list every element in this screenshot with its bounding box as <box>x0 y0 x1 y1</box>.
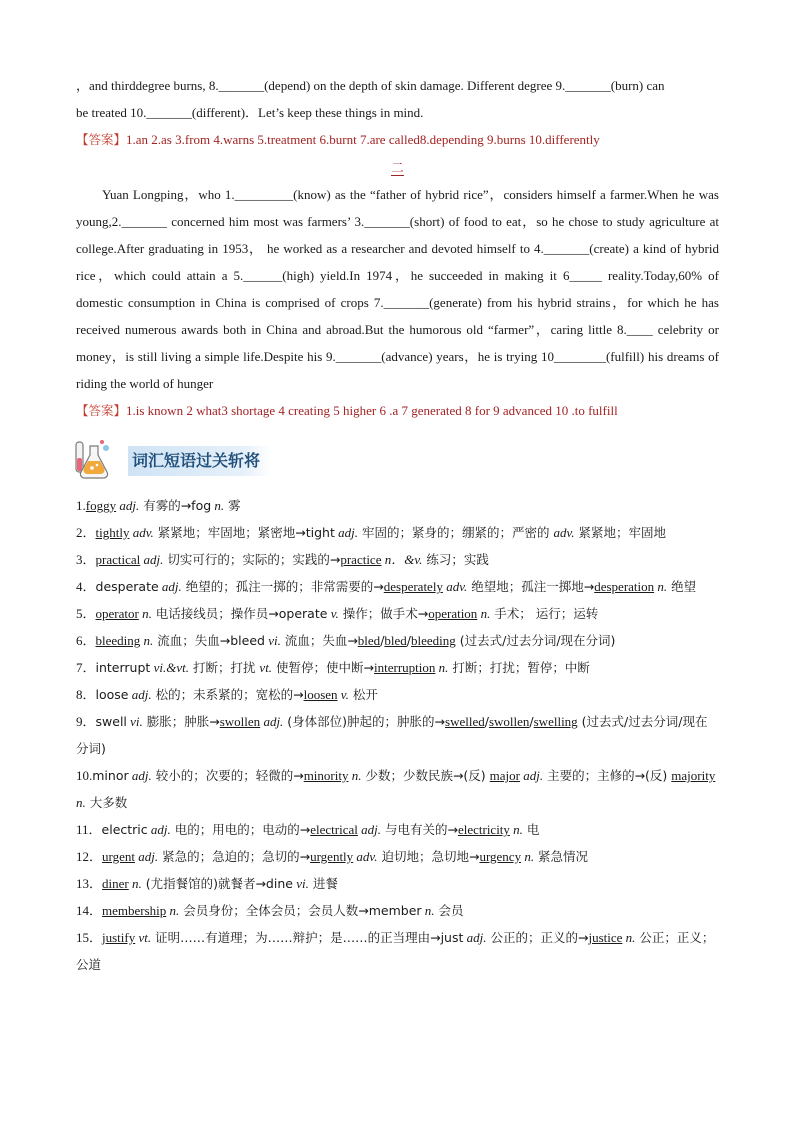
vocab-text: 电的；用电的；电动的→ <box>170 822 311 837</box>
vocab-text: 切实可行的；实际的；实践的→ <box>163 552 341 567</box>
vocab-word: justify <box>102 930 136 945</box>
vocab-number: 9． <box>76 714 96 729</box>
vocab-text: / <box>529 714 534 729</box>
passage-1-line-1: ，and thirddegree burns, 8._______(depend) on the depth of skin damage. Different degree 9._______(burn) can <box>76 78 665 93</box>
part-of-speech: n. <box>654 579 668 594</box>
part-of-speech: vi. <box>264 633 281 648</box>
part-of-speech: adj. <box>357 822 381 837</box>
vocab-text: 有雾的→fog <box>139 498 212 513</box>
vocab-word: major <box>489 768 520 783</box>
vocab-text: 绝望 <box>667 579 697 594</box>
vocab-text: / <box>484 714 489 729</box>
part-of-speech: adv. <box>353 849 378 864</box>
part-of-speech: v. <box>337 687 349 702</box>
part-of-speech: n. <box>128 876 142 891</box>
vocab-word: urgency <box>479 849 522 864</box>
vocab-text: 电话接线员；操作员→operate <box>151 606 328 621</box>
vocab-word: urgently <box>310 849 354 864</box>
vocab-number: 11． <box>76 822 102 837</box>
vocab-number: 15． <box>76 930 103 945</box>
vocab-word: swelling <box>533 714 578 729</box>
vocab-text: loose <box>95 687 129 702</box>
passage-1-line-2: be treated 10._______(different)．Let’s keep these things in mind. <box>76 105 424 120</box>
vocab-word: urgent <box>102 849 135 864</box>
part-of-speech: n. <box>76 795 86 810</box>
vocab-text: 使暂停；使中断→ <box>272 660 375 675</box>
vocab-text: 松的；未系紧的；宽松的→ <box>151 687 304 702</box>
vocab-word: justice <box>588 930 623 945</box>
answer-tag: 【答案】 <box>76 403 127 418</box>
part-of-speech: n. <box>509 822 523 837</box>
vocab-word: desperately <box>383 579 443 594</box>
vocab-word: bleeding <box>411 633 456 648</box>
part-of-speech: adj. <box>135 849 159 864</box>
part-of-speech: n. <box>138 606 152 621</box>
vocab-text: 迫切地；急切地→ <box>377 849 480 864</box>
part-of-speech: v. <box>327 606 339 621</box>
part-of-speech: adv. <box>442 579 468 594</box>
vocab-item <box>76 681 719 708</box>
vocab-item <box>76 627 719 654</box>
part-of-speech: vi.&vt. <box>150 660 189 675</box>
vocab-item <box>76 600 719 627</box>
flask-icon <box>70 438 112 482</box>
vocab-item <box>76 492 719 519</box>
vocab-text: 打断；打扰 <box>188 660 260 675</box>
vocab-text: 会员 <box>434 903 464 918</box>
vocab-number: 8． <box>76 687 96 702</box>
part-of-speech: n．&v. <box>381 552 423 567</box>
vocab-item <box>76 762 719 816</box>
vocab-number: 13． <box>76 876 103 891</box>
vocab-text: 练习；实践 <box>422 552 489 567</box>
part-of-speech: adj. <box>140 552 164 567</box>
part-of-speech: vi. <box>292 876 309 891</box>
vocab-word: electrical <box>310 822 358 837</box>
vocab-word: minority <box>303 768 349 783</box>
vocab-text: 进餐 <box>308 876 338 891</box>
vocab-text: 紧急的；急迫的；急切的→ <box>158 849 311 864</box>
vocab-text: 雾 <box>224 498 241 513</box>
vocab-number: 12． <box>76 849 103 864</box>
vocab-text: (尤指餐馆的)就餐者→dine <box>141 876 293 891</box>
vocab-text: 公正；正义；公道 <box>76 930 715 972</box>
vocab-word: operation <box>428 606 478 621</box>
vocab-text: 电 <box>522 822 540 837</box>
part-of-speech: n. <box>211 498 225 513</box>
vocab-text: electric <box>101 822 148 837</box>
vocab-text: 主要的；主修的→(反) <box>543 768 672 783</box>
vocab-number: 5． <box>76 606 96 621</box>
vocab-text: / <box>406 633 412 648</box>
vocab-text: 流血；失血→ <box>280 633 358 648</box>
passage-2: Yuan Longping，who 1._________(know) as the “father of hybrid rice”，considers himself a farmer.When he was young,2._______ concerned him most was farmers’ 3._______(short) of food to eat，so he chose to study agriculture at college.After graduating in 1953， he worked as a researcher and devoted himself to 4._______(create) a kind of hybrid rice，which could attain a 5.______(high) yield.In 1974，he succeeded in making it 6_____ reality.Today,60% of domestic consumption in China is comprised of crops 7._______(generate) from his hybrid strains，for which he has received numerous awards both in China and abroad.But the humorous old “farmer”，caring little 8.____ celebrity or money，is still living a simple life.Despite his 9._______(advance) years，he is trying 10________(fulfill) his dreams of riding the world of hunger <box>76 187 719 391</box>
vocab-text: / <box>380 633 385 648</box>
vocab-number: 3． <box>76 552 96 567</box>
vocab-number: 1. <box>76 498 86 513</box>
part-of-speech: adj. <box>128 687 152 702</box>
section-banner <box>76 438 719 484</box>
vocab-word: swollen <box>219 714 261 729</box>
vocab-item <box>76 708 719 762</box>
vocab-word: foggy <box>85 498 117 513</box>
vocab-text: desperate <box>95 579 159 594</box>
vocab-item <box>76 924 719 978</box>
part-of-speech: adj. <box>463 930 487 945</box>
part-of-speech: n. <box>435 660 449 675</box>
vocab-text: 紧紧地；牢固地；紧密地→tight <box>153 525 335 540</box>
answer-tag: 【答案】 <box>76 132 127 147</box>
part-of-speech: vt. <box>259 660 273 675</box>
section-number <box>76 155 719 181</box>
vocab-text: 紧紧地；牢固地 <box>574 525 666 540</box>
vocab-number: 14． <box>76 903 103 918</box>
part-of-speech: n. <box>421 903 435 918</box>
part-of-speech: n. <box>166 903 180 918</box>
part-of-speech: adj. <box>147 822 171 837</box>
vocab-text: 打断；打扰；暂停；中断 <box>448 660 590 675</box>
vocabulary-list <box>76 492 719 978</box>
vocab-text: 流血；失血→bleed <box>153 633 265 648</box>
part-of-speech: n. <box>521 849 535 864</box>
vocab-word: practice <box>340 552 382 567</box>
vocab-text: 手术； 运行；运转 <box>490 606 599 621</box>
vocab-word: interruption <box>374 660 436 675</box>
vocab-word: practical <box>95 552 141 567</box>
vocab-word: electricity <box>457 822 510 837</box>
vocab-word: bleeding <box>95 633 141 648</box>
answer-text: 1.an 2.as 3.from 4.warns 5.treatment 6.burnt 7.are called8.depending 9.burns 10.differently <box>126 132 600 147</box>
part-of-speech: adj. <box>519 768 544 783</box>
vocab-item <box>76 870 719 897</box>
part-of-speech: adj. <box>128 768 152 783</box>
answer-2 <box>76 397 719 424</box>
answer-text: 1.is known 2 what3 shortage 4 creating 5 higher 6 .a 7 generated 8 for 9 advanced 10 .to fulfill <box>126 403 618 418</box>
vocab-text: 膨胀；肿胀→ <box>142 714 220 729</box>
vocab-text: 公正的；正义的→ <box>486 930 589 945</box>
part-of-speech: n. <box>622 930 636 945</box>
vocab-text: (过去式/过去分词/现在分词) <box>76 714 708 756</box>
part-of-speech: n. <box>477 606 491 621</box>
part-of-speech: adj. <box>116 498 140 513</box>
vocab-word: loosen <box>303 687 338 702</box>
vocab-word: operator <box>95 606 139 621</box>
vocab-text: 较小的；次要的；轻微的→ <box>151 768 304 783</box>
vocab-item <box>76 519 719 546</box>
vocab-item <box>76 897 719 924</box>
part-of-speech: adv. <box>553 525 575 540</box>
vocab-word: bled <box>357 633 381 648</box>
banner-title: 词汇短语过关斩将 <box>128 446 272 476</box>
vocab-item <box>76 546 719 573</box>
vocab-text: swell <box>95 714 127 729</box>
part-of-speech: n. <box>140 633 154 648</box>
vocab-word: desperation <box>594 579 655 594</box>
vocab-item <box>76 843 719 870</box>
vocab-word: bled <box>384 633 407 648</box>
part-of-speech: vi. <box>126 714 143 729</box>
vocab-text: 少数；少数民族→(反) <box>361 768 490 783</box>
part-of-speech: adj. <box>334 525 358 540</box>
vocab-word: diner <box>102 876 129 891</box>
vocab-word: swollen <box>488 714 530 729</box>
vocab-item <box>76 816 719 843</box>
vocab-text: interrupt <box>95 660 151 675</box>
vocab-word: tightly <box>95 525 130 540</box>
part-of-speech: adj. <box>158 579 182 594</box>
answer-1 <box>76 126 719 153</box>
vocab-number: 4． <box>76 579 96 594</box>
vocab-text: 绝望的；孤注一掷的；非常需要的→ <box>181 579 384 594</box>
vocab-text: 证明……有道理；为……辩护；是……的正当理由→just <box>151 930 464 945</box>
vocab-word: majority <box>671 768 716 783</box>
vocab-text: 大多数 <box>85 795 128 810</box>
part-of-speech: n. <box>348 768 362 783</box>
part-of-speech: adj. <box>260 714 284 729</box>
vocab-text: (身体部位)肿起的；肿胀的→ <box>283 714 446 729</box>
vocab-text: minor <box>92 768 129 783</box>
vocab-number: 10. <box>76 768 93 783</box>
vocab-text: 操作；做手术→ <box>338 606 429 621</box>
vocab-text: (过去式/过去分词/现在分词) <box>455 633 616 648</box>
vocab-number: 7． <box>76 660 96 675</box>
vocab-text: 绝望地；孤注一掷地→ <box>467 579 595 594</box>
part-of-speech: vt. <box>135 930 152 945</box>
part-of-speech: adv. <box>129 525 154 540</box>
vocab-text: 与电有关的→ <box>381 822 458 837</box>
vocab-word: swelled <box>445 714 485 729</box>
vocab-word: membership <box>102 903 167 918</box>
vocab-item <box>76 654 719 681</box>
vocab-number: 2． <box>76 525 96 540</box>
vocab-text: 牢固的；紧身的；绷紧的；严密的 <box>358 525 554 540</box>
vocab-number: 6． <box>76 633 96 648</box>
section-number-text: 二 <box>391 160 404 175</box>
vocab-item <box>76 573 719 600</box>
vocab-text: 会员身份；全体会员；会员人数→member <box>179 903 422 918</box>
document-page <box>76 72 719 978</box>
vocab-text: 松开 <box>348 687 378 702</box>
vocab-text: 紧急情况 <box>534 849 589 864</box>
